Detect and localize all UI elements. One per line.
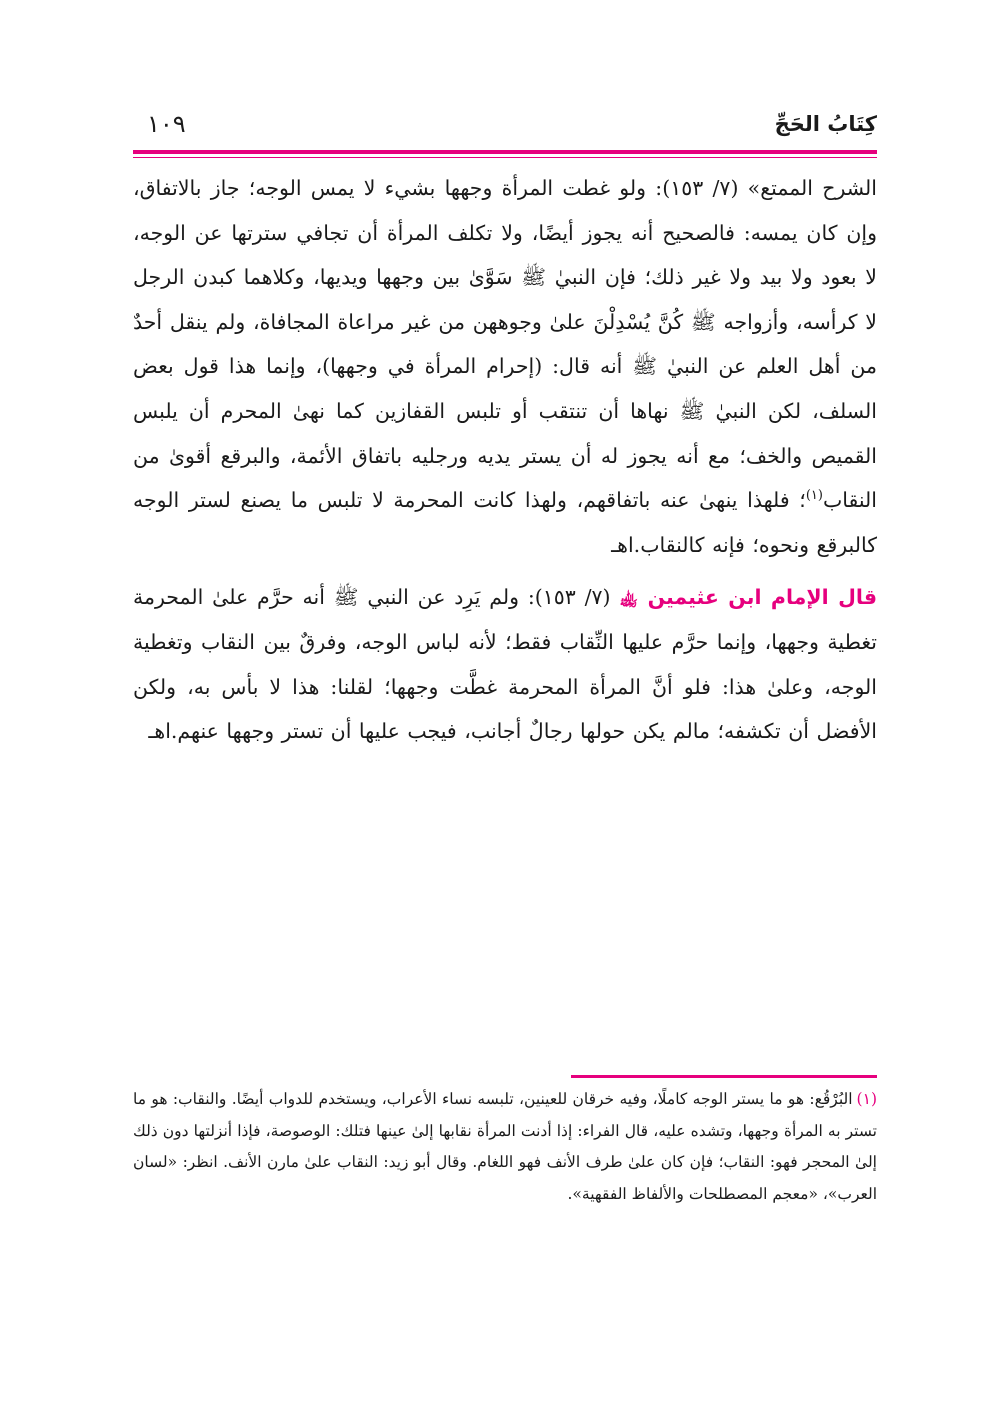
paragraph-1: [133, 166, 877, 567]
footnote-1: [133, 1084, 877, 1210]
footnotes-section: [133, 1084, 877, 1210]
main-text: [133, 166, 877, 754]
paragraph-2-text: (٧/ ١٥٣): ولم يَرِد عن النبي ﷺ أنه حرَّم علىٰ المحرمة تغطية وجهها، وإنما حرَّم عليها النِّقاب فقط؛ لأنه لباس الوجه، وفرقٌ بين النقاب وتغطية الوجه، وعلىٰ هذا: فلو أنَّ المرأة المحرمة غطَّت وجهها؛ لقلنا: هذا لا بأس به، ولكن الأفضل أن تكشفه؛ مالم يكن حولها رجالٌ أجانب، فيجب عليها أن تستر وجهها عنهم.اهـ: [133, 585, 877, 744]
page-number: ١٠٩: [147, 110, 186, 138]
footnote-number: (١): [856, 1090, 877, 1108]
page-header: [133, 108, 877, 148]
document-page: [133, 108, 877, 1338]
footnote-separator: [571, 1075, 877, 1078]
footnote-reference[interactable]: (١): [805, 488, 823, 504]
paragraph-2-lead: قال الإمام ابن عثيمين ﵀: [619, 585, 877, 610]
paragraph-1-text-after: ؛ فلهذا ينهىٰ عنه باتفاقهم، ولهذا كانت المحرمة لا تلبس ما يصنع لستر الوجه كالبرقع ونحوه؛ فإنه كالنقاب.اهـ: [133, 488, 877, 557]
header-rule-thin: [133, 157, 877, 158]
paragraph-2: [133, 575, 877, 753]
footnote-text: البُرْقُع: هو ما يستر الوجه كاملًا، وفيه خرقان للعينين، تلبسه نساء الأعراب، ويستخدم للدواب أيضًا. والنقاب: هو ما تستر به المرأة وجهها، وتشده عليه، قال الفراء: إذا أدنت المرأة نقابها إلىٰ عينها فتلك: الوصوصة، فإذا أنزلتها دون ذلك إلىٰ المحجر فهو: النقاب؛ فإن كان علىٰ طرف الأنف فهو اللغام. وقال أبو زيد: النقاب علىٰ مارن الأنف. انظر: «لسان العرب»، «معجم المصطلحات والألفاظ الفقهية».: [133, 1090, 877, 1203]
header-rule-thick: [133, 150, 877, 154]
book-title: كِتَابُ الحَجِّ: [774, 112, 877, 136]
paragraph-1-text: الشرح الممتع» (٧/ ١٥٣): ولو غطت المرأة وجهها بشيء لا يمس الوجه؛ جاز بالاتفاق، وإن كان يمسه: فالصحيح أنه يجوز أيضًا، ولا تكلف المرأة أن تجافي سترتها عن الوجه، لا بعود ولا بيد ولا غير ذلك؛ فإن النبيٰ ﷺ سَوَّىٰ بين وجهها ويديها، وكلاهما كبدن الرجل لا كرأسه، وأزواجه ﷺ كُنَّ يُسْدِلْنَ علىٰ وجوههن من غير مراعاة المجافاة، ولم ينقل أحدٌ من أهل العلم عن النبيٰ ﷺ أنه قال: (إحرام المرأة في وجهها)، وإنما هذا قول بعض السلف، لكن النبيٰ ﷺ نهاها أن تنتقب أو تلبس القفازين كما نهىٰ المحرم أن يلبس القميص والخف؛ مع أنه يجوز له أن يستر يديه ورجليه باتفاق الأئمة، والبرقع أقوىٰ من النقاب: [133, 176, 877, 513]
